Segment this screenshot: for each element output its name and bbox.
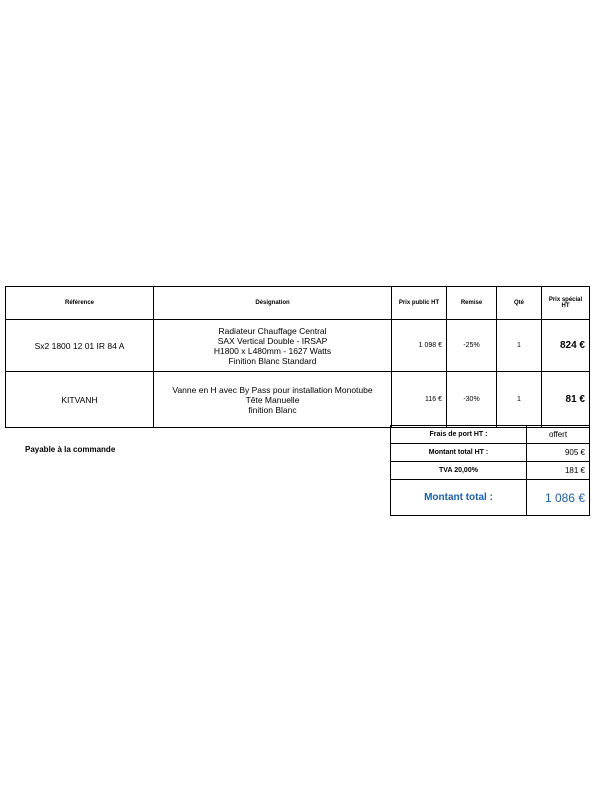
table-row: [6, 372, 590, 428]
prix-special-cell: 824 €: [542, 320, 590, 372]
totals-row-tax: [391, 462, 590, 480]
designation-line: Tête Manuelle: [245, 394, 300, 405]
grand-total-value: 1 086 €: [527, 480, 590, 516]
designation-cell: [154, 372, 392, 428]
reference-cell: KITVANH: [6, 372, 154, 428]
prix-special-cell: 81 €: [542, 372, 590, 428]
qte-cell: 1: [497, 372, 542, 428]
grand-total-label: Montant total :: [391, 480, 527, 516]
payment-note: Payable à la commande: [25, 445, 116, 454]
remise-cell: -25%: [447, 320, 497, 372]
totals-row-shipping: [391, 426, 590, 444]
qte-cell: 1: [497, 320, 542, 372]
header-qte: Qté: [497, 287, 542, 320]
header-prix-public: Prix public HT: [392, 287, 447, 320]
shipping-label: Frais de port HT :: [391, 426, 527, 444]
shipping-value: offert: [527, 426, 590, 444]
designation-line: H1800 x L480mm - 1627 Watts: [213, 345, 332, 356]
prix-public-cell: 116 €: [392, 372, 447, 428]
designation-line: SAX Vertical Double - IRSAP: [217, 335, 328, 346]
subtotal-label: Montant total HT :: [391, 444, 527, 462]
totals-row-grand: [391, 480, 590, 516]
prix-public-cell: 1 098 €: [392, 320, 447, 372]
totals-row-subtotal: [391, 444, 590, 462]
remise-cell: -30%: [447, 372, 497, 428]
header-reference: Référence: [6, 287, 154, 320]
table-row: [6, 320, 590, 372]
subtotal-value: 905 €: [527, 444, 590, 462]
quote-table: [5, 286, 590, 428]
totals-box: [390, 425, 590, 516]
table-header-row: [6, 287, 590, 320]
header-remise: Remise: [447, 287, 497, 320]
designation-cell: [154, 320, 392, 372]
designation-line: finition Blanc: [248, 404, 297, 415]
designation-line: Radiateur Chauffage Central: [218, 325, 327, 336]
designation-line: Finition Blanc Standard: [228, 355, 317, 366]
tax-label: TVA 20,00%: [391, 462, 527, 480]
designation-line: Vanne en H avec By Pass pour installation Monotube: [172, 384, 373, 395]
reference-cell: Sx2 1800 12 01 IR 84 A: [6, 320, 154, 372]
header-designation: Désignation: [154, 287, 392, 320]
header-prix-special: Prix spécial HT: [542, 287, 590, 320]
tax-value: 181 €: [527, 462, 590, 480]
